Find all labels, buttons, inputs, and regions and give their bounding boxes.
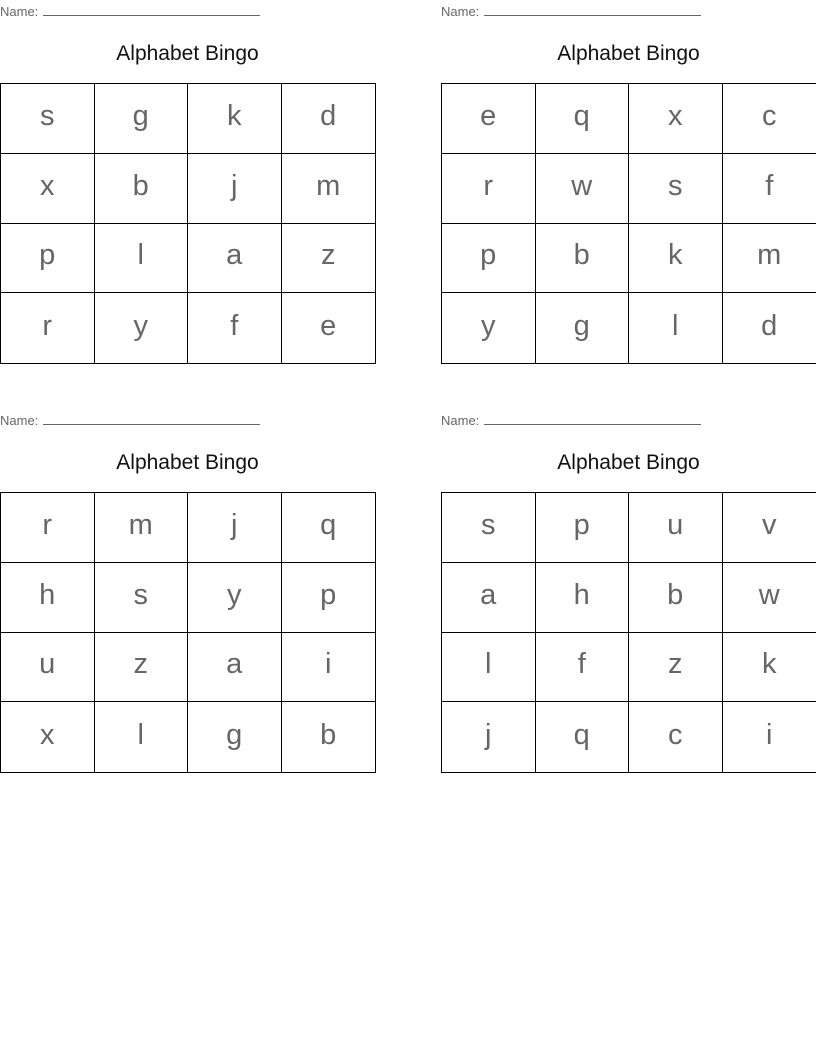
bingo-card	[0, 409, 375, 751]
bingo-cell: f	[536, 633, 630, 703]
bingo-cell: w	[723, 563, 816, 633]
bingo-cell: g	[188, 702, 282, 772]
bingo-cell: i	[282, 633, 376, 703]
bingo-cell: q	[282, 493, 376, 563]
bingo-cell: q	[536, 702, 630, 772]
bingo-cell: p	[282, 563, 376, 633]
bingo-cell: j	[188, 493, 282, 563]
bingo-cell: x	[1, 154, 95, 224]
bingo-cell: k	[188, 84, 282, 154]
bingo-cell: k	[629, 224, 723, 294]
bingo-cell: z	[95, 633, 189, 703]
card-title: Alphabet Bingo	[116, 42, 259, 65]
bingo-cell: m	[723, 224, 816, 294]
bingo-grid	[0, 492, 376, 773]
bingo-cell: k	[723, 633, 816, 703]
bingo-cell: i	[766, 718, 773, 751]
name-label: Name:	[0, 4, 39, 19]
bingo-cell: h	[1, 563, 95, 633]
name-field	[441, 3, 701, 19]
bingo-grid	[441, 492, 816, 773]
name-label: Name:	[0, 413, 39, 428]
bingo-cell: s	[1, 84, 95, 154]
bingo-cell: y	[95, 293, 189, 363]
bingo-cell: r	[1, 493, 95, 563]
bingo-cell: b	[536, 224, 630, 294]
bingo-cell: u	[629, 493, 723, 563]
bingo-cell: d	[282, 84, 376, 154]
name-field	[441, 412, 701, 428]
bingo-cell: s	[95, 563, 189, 633]
card-title: Alphabet Bingo	[116, 451, 259, 474]
card-title: Alphabet Bingo	[557, 42, 700, 65]
bingo-cell: g	[536, 293, 630, 363]
bingo-card	[0, 0, 375, 342]
bingo-cell: a	[188, 224, 282, 294]
bingo-cell: v	[723, 493, 816, 563]
bingo-cell: l	[95, 224, 189, 294]
bingo-cell: m	[282, 154, 376, 224]
bingo-cell: r	[1, 293, 95, 363]
bingo-cell: z	[629, 633, 723, 703]
bingo-cell: u	[1, 633, 95, 703]
bingo-grid	[0, 83, 376, 364]
bingo-cell: z	[282, 224, 376, 294]
bingo-cell: j	[188, 154, 282, 224]
name-line	[43, 3, 260, 16]
bingo-cell: r	[442, 154, 536, 224]
card-title: Alphabet Bingo	[557, 451, 700, 474]
name-label: Name:	[441, 4, 480, 19]
bingo-cell: c	[629, 702, 723, 772]
name-field	[0, 412, 260, 428]
name-field	[0, 3, 260, 19]
bingo-cell: e	[320, 309, 337, 342]
bingo-cell: p	[536, 493, 630, 563]
bingo-cell: p	[442, 224, 536, 294]
bingo-cell: d	[761, 309, 778, 342]
bingo-cell: q	[536, 84, 630, 154]
bingo-cell: e	[442, 84, 536, 154]
bingo-card	[441, 0, 816, 342]
bingo-cell: b	[95, 154, 189, 224]
bingo-cell: a	[188, 633, 282, 703]
bingo-card	[441, 409, 816, 751]
bingo-cell: l	[629, 293, 723, 363]
name-line	[484, 412, 701, 425]
bingo-grid	[441, 83, 816, 364]
bingo-cell: s	[629, 154, 723, 224]
bingo-cell: m	[95, 493, 189, 563]
bingo-cell: y	[188, 563, 282, 633]
bingo-cell: j	[442, 702, 536, 772]
bingo-cell: b	[320, 718, 337, 751]
bingo-cell: c	[723, 84, 816, 154]
bingo-cell: l	[95, 702, 189, 772]
bingo-cell: b	[629, 563, 723, 633]
bingo-cell: x	[629, 84, 723, 154]
bingo-cell: a	[442, 563, 536, 633]
name-line	[43, 412, 260, 425]
bingo-cell: s	[442, 493, 536, 563]
name-line	[484, 3, 701, 16]
bingo-cell: p	[1, 224, 95, 294]
bingo-cell: y	[442, 293, 536, 363]
bingo-cell: h	[536, 563, 630, 633]
name-label: Name:	[441, 413, 480, 428]
bingo-cell: l	[442, 633, 536, 703]
bingo-cell: w	[536, 154, 630, 224]
bingo-cell: x	[1, 702, 95, 772]
bingo-cell: f	[188, 293, 282, 363]
bingo-cell: f	[723, 154, 816, 224]
bingo-cell: g	[95, 84, 189, 154]
